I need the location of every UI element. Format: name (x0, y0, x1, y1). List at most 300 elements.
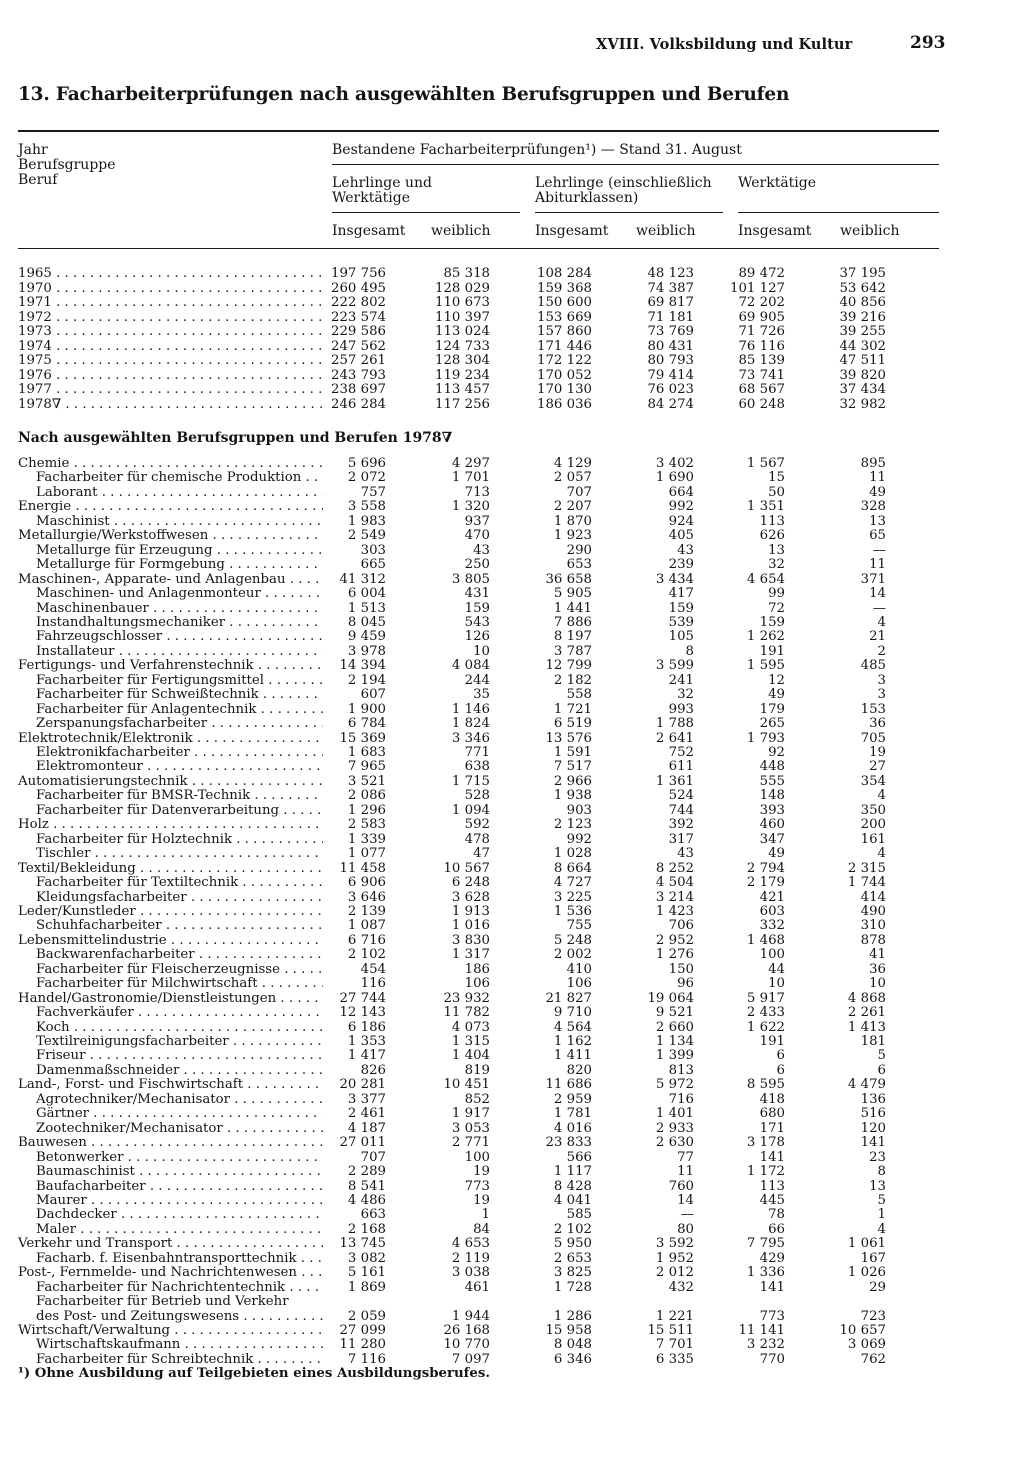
row-label: 1976 . . . (18, 368, 323, 383)
cell-value: 53 642 (839, 280, 886, 296)
cell-value: 116 (360, 976, 386, 992)
row-label: Post-, Fernmelde- und Nachrichtenwesen . . . (18, 1265, 323, 1280)
cell-value: 4 297 (451, 456, 490, 471)
row-label: Facharbeiter für Fertigungsmittel . . . (36, 673, 323, 688)
cell-value: 6 (776, 1048, 785, 1064)
cell-value: 1 869 (347, 1279, 386, 1295)
cell-value: 2 179 (746, 875, 785, 891)
cell-value: 2 966 (553, 773, 592, 789)
cell-value: 19 (473, 1164, 490, 1180)
cell-value: 27 099 (339, 1323, 386, 1338)
cell-value: 15 369 (339, 730, 386, 746)
cell-value: 69 905 (738, 309, 785, 325)
cell-value: 77 (677, 1149, 694, 1165)
cell-value: 2 771 (451, 1135, 490, 1151)
cell-value: 755 (566, 918, 592, 934)
cell-value: 250 (464, 557, 490, 573)
group-rule-3 (738, 212, 939, 213)
cell-value: 2 461 (347, 1106, 386, 1122)
cell-value: 74 387 (647, 280, 694, 296)
cell-value: 1 087 (347, 918, 386, 934)
cell-value: 813 (668, 1062, 694, 1078)
cell-value: 92 (768, 745, 785, 760)
cell-value: 826 (360, 1062, 386, 1078)
cell-value: 354 (860, 773, 886, 789)
cell-value: 392 (668, 817, 694, 833)
cell-value: 4 479 (847, 1077, 886, 1093)
cell-value: 1 399 (655, 1048, 694, 1064)
cell-value: 603 (759, 903, 785, 919)
cell-value: 36 658 (545, 571, 592, 587)
cell-value: 1 870 (553, 513, 592, 529)
cell-value: 1 793 (746, 730, 785, 746)
cell-value: 771 (464, 745, 490, 760)
row-label: Lebensmittelindustrie . . . (18, 933, 323, 948)
cell-value: 1 468 (746, 932, 785, 948)
cell-value: 1 361 (655, 773, 694, 789)
cell-value: 1 336 (746, 1265, 785, 1281)
cell-value: 992 (566, 831, 592, 847)
cell-value: 1 296 (347, 802, 386, 818)
group-header-line: Abiturklassen) (535, 190, 639, 206)
cell-value: 9 710 (553, 1005, 592, 1021)
row-label: Metallurgie/Werkstoffwesen . . . (18, 528, 323, 543)
cell-value: 1 320 (451, 499, 490, 515)
cell-value: 1 401 (655, 1106, 694, 1122)
cell-value: 4 016 (553, 1120, 592, 1136)
cell-value: 222 802 (331, 295, 386, 310)
main-header-rule (332, 164, 939, 165)
cell-value: 6 716 (347, 932, 386, 948)
cell-value: 3 214 (655, 889, 694, 905)
cell-value: 3 592 (655, 1236, 694, 1252)
cell-value: 852 (464, 1091, 490, 1107)
cell-value: 460 (759, 817, 785, 833)
row-label: Facharbeiter für Schweißtechnik . . . (36, 687, 323, 702)
cell-value: — (680, 1207, 694, 1223)
cell-value: 3 787 (553, 643, 592, 659)
cell-value: 3 346 (451, 730, 490, 746)
cell-value: 1 221 (655, 1308, 694, 1324)
cell-value: 760 (668, 1178, 694, 1194)
cell-value: 7 116 (347, 1351, 386, 1367)
cell-value: 1 728 (553, 1279, 592, 1295)
cell-value: 8 541 (347, 1178, 386, 1194)
cell-value: 4 187 (347, 1120, 386, 1136)
cell-value: 100 (759, 947, 785, 963)
cell-value: 47 511 (839, 353, 886, 368)
cell-value: 2 433 (746, 1005, 785, 1021)
cell-value: 7 517 (553, 759, 592, 775)
cell-value: 84 274 (647, 396, 694, 412)
cell-value: 1 411 (553, 1048, 592, 1064)
cell-value: 8 664 (553, 860, 592, 876)
cell-value: 6 186 (347, 1019, 386, 1035)
cell-value: 8 428 (553, 1178, 592, 1194)
cell-value: 119 234 (435, 367, 490, 383)
cell-value: 73 769 (647, 324, 694, 339)
cell-value: 65 (869, 528, 886, 544)
cell-value: 21 (869, 629, 886, 645)
row-label: Fahrzeugschlosser . . . (36, 629, 323, 644)
cell-value: 15 511 (647, 1323, 694, 1338)
cell-value: 770 (759, 1351, 785, 1367)
row-label: 1972 . . . (18, 310, 323, 325)
cell-value: 186 (464, 961, 490, 977)
cell-value: 106 (464, 976, 490, 992)
cell-value: 2 207 (553, 499, 592, 515)
cell-value: 2 261 (847, 1005, 886, 1021)
stub-header-line: Berufsgruppe (18, 157, 116, 173)
cell-value: 150 600 (537, 295, 592, 310)
cell-value: 11 (869, 557, 886, 573)
cell-value: 347 (759, 831, 785, 847)
cell-value: 371 (860, 571, 886, 587)
cell-value: 36 (869, 716, 886, 732)
row-label: Baumaschinist . . . (36, 1164, 323, 1179)
cell-value: 2 012 (655, 1265, 694, 1281)
cell-value: 6 (877, 1062, 886, 1078)
cell-value: 10 451 (443, 1077, 490, 1093)
cell-value: 543 (464, 614, 490, 630)
cell-value: 1 938 (553, 788, 592, 804)
cell-value: 638 (464, 759, 490, 775)
group-rule-2 (535, 212, 723, 213)
cell-value: 136 (860, 1091, 886, 1107)
row-label: Facharbeiter für Holztechnik . . . (36, 832, 323, 847)
row-label: des Post- und Zeitungswesens . . . (36, 1309, 323, 1324)
cell-value: 265 (759, 716, 785, 732)
cell-value: 1 913 (451, 903, 490, 919)
cell-value: 454 (360, 961, 386, 977)
row-label: Betonwerker . . . (36, 1150, 323, 1165)
cell-value: 181 (860, 1034, 886, 1049)
cell-value: 105 (668, 629, 694, 645)
cell-value: 2 952 (655, 932, 694, 948)
row-label: 1975 . . . (18, 353, 323, 368)
cell-value: 524 (668, 788, 694, 804)
cell-value: 39 820 (839, 367, 886, 383)
cell-value: 3 628 (451, 889, 490, 905)
cell-value: 2 182 (553, 672, 592, 688)
cell-value: 1 026 (847, 1265, 886, 1281)
cell-value: 2 933 (655, 1120, 694, 1136)
cell-value: 79 414 (647, 367, 694, 383)
cell-value: 68 567 (738, 382, 785, 397)
column-header: Insgesamt (535, 223, 609, 239)
cell-value: 1 286 (553, 1308, 592, 1324)
cell-value: 2 059 (347, 1308, 386, 1324)
cell-value: 1 016 (451, 918, 490, 934)
cell-value: 585 (566, 1207, 592, 1223)
cell-value: 153 669 (537, 309, 592, 325)
cell-value: 2 549 (347, 528, 386, 544)
row-label: Metallurge für Formgebung . . . (36, 557, 323, 572)
cell-value: 664 (668, 484, 694, 500)
cell-value: 10 567 (443, 860, 490, 876)
row-label: Maurer . . . (36, 1193, 323, 1208)
row-label: Zootechniker/Mechanisator . . . (36, 1121, 323, 1136)
cell-value: 4 868 (847, 990, 886, 1006)
cell-value: 3 830 (451, 932, 490, 948)
cell-value: 303 (360, 542, 386, 558)
cell-value: 26 168 (443, 1323, 490, 1338)
cell-value: 2 315 (847, 860, 886, 876)
group-header-line: Lehrlinge und (332, 175, 432, 191)
cell-value: 197 756 (331, 266, 386, 281)
cell-value: 32 (677, 687, 694, 703)
cell-value: 113 (759, 513, 785, 529)
cell-value: 3 225 (553, 889, 592, 905)
cell-value: 150 (668, 961, 694, 977)
footnote: ¹) Ohne Ausbildung auf Teilgebieten eines Ausbildungsberufes. (18, 1366, 490, 1381)
cell-value: 1 276 (655, 947, 694, 963)
cell-value: 3 053 (451, 1120, 490, 1136)
cell-value: 8 (685, 643, 694, 659)
group-header-line: Werktätige (332, 190, 411, 206)
cell-value: — (872, 600, 886, 616)
cell-value: 13 (869, 513, 886, 529)
row-label: Maschinen-, Apparate- und Anlagenbau . . . (18, 572, 323, 587)
column-header: Insgesamt (738, 223, 812, 239)
cell-value: 1 788 (655, 716, 694, 732)
cell-value: 110 397 (435, 309, 490, 325)
cell-value: 421 (759, 889, 785, 905)
cell-value: 4 654 (746, 571, 785, 587)
cell-value: 5 248 (553, 932, 592, 948)
row-label: Maler . . . (36, 1222, 323, 1237)
cell-value: 3 (877, 687, 886, 703)
cell-value: 431 (464, 586, 490, 602)
cell-value: 11 280 (339, 1337, 386, 1353)
cell-value: 2 (877, 643, 886, 659)
cell-value: 1 591 (553, 745, 592, 760)
row-label: Facharbeiter für Datenverarbeitung . . . (36, 803, 323, 818)
cell-value: 27 (869, 759, 886, 775)
cell-value: 528 (464, 788, 490, 804)
cell-value: 2 794 (746, 860, 785, 876)
cell-value: 1 (481, 1207, 490, 1223)
cell-value: 665 (360, 557, 386, 573)
cell-value: 6 248 (451, 875, 490, 891)
cell-value: 159 (668, 600, 694, 616)
cell-value: 1 028 (553, 846, 592, 862)
cell-value: 706 (668, 918, 694, 934)
cell-value: 80 431 (647, 338, 694, 354)
cell-value: 13 576 (545, 730, 592, 746)
cell-value: 903 (566, 802, 592, 818)
cell-value: 3 178 (746, 1135, 785, 1151)
row-label: Facharb. f. Eisenbahntransporttechnik . . . (36, 1251, 323, 1266)
cell-value: 332 (759, 918, 785, 934)
row-label: Facharbeiter für BMSR-Technik . . . (36, 788, 323, 803)
group-header-werktaetige (738, 176, 816, 191)
cell-value: 4 (877, 1221, 886, 1237)
cell-value: 2 072 (347, 470, 386, 486)
cell-value: 11 458 (339, 860, 386, 876)
cell-value: 32 (768, 557, 785, 573)
cell-value: 328 (860, 499, 886, 515)
cell-value: 128 304 (435, 353, 490, 368)
group-header-line: Lehrlinge (einschließlich (535, 175, 712, 191)
cell-value: 27 744 (339, 990, 386, 1006)
cell-value: 878 (860, 932, 886, 948)
stub-header-line: Jahr (18, 142, 48, 158)
row-label: Holz . . . (18, 817, 323, 832)
cell-value: 448 (759, 759, 785, 775)
cell-value: 7 795 (746, 1236, 785, 1252)
row-label: Textil/Bekleidung . . . (18, 861, 323, 876)
cell-value: 3 599 (655, 658, 694, 674)
row-label: Gärtner . . . (36, 1106, 323, 1121)
row-label: 1971 . . . (18, 295, 323, 310)
cell-value: 170 130 (537, 382, 592, 397)
row-label: Facharbeiter für Anlagentechnik . . . (36, 702, 323, 717)
cell-value: 71 181 (647, 309, 694, 325)
cell-value: 120 (860, 1120, 886, 1136)
cell-value: 10 657 (839, 1323, 886, 1338)
row-label: Facharbeiter für Fleischerzeugnisse . . . (36, 962, 323, 977)
cell-value: 41 312 (339, 571, 386, 587)
cell-value: 1 061 (847, 1236, 886, 1252)
cell-value: 1 172 (746, 1164, 785, 1180)
main-column-header: Bestandene Facharbeiterprüfungen¹) — Stand 31. August (332, 142, 742, 158)
cell-value: 1 944 (451, 1308, 490, 1324)
cell-value: 11 782 (443, 1005, 490, 1021)
cell-value: 566 (566, 1149, 592, 1165)
cell-value: 393 (759, 802, 785, 818)
group-rule-1 (332, 212, 520, 213)
cell-value: 1 339 (347, 831, 386, 847)
chapter-title: XVIII. Volksbildung und Kultur (596, 36, 853, 53)
cell-value: 5 905 (553, 586, 592, 602)
cell-value: 1 744 (847, 875, 886, 891)
cell-value: 4 564 (553, 1019, 592, 1035)
cell-value: 89 472 (738, 266, 785, 281)
cell-value: 44 302 (839, 338, 886, 354)
cell-value: 895 (860, 456, 886, 471)
cell-value: 4 084 (451, 658, 490, 674)
cell-value: 23 833 (545, 1135, 592, 1151)
cell-value: 5 (877, 1048, 886, 1064)
row-label: Fachverkäufer . . . (36, 1005, 323, 1020)
cell-value: 11 (677, 1164, 694, 1180)
cell-value: 1 567 (746, 456, 785, 471)
row-label: Elektromonteur . . . (36, 759, 323, 774)
row-label: Instandhaltungsmechaniker . . . (36, 615, 323, 630)
cell-value: 110 673 (435, 295, 490, 310)
cell-value: 819 (464, 1062, 490, 1078)
cell-value: 2 139 (347, 903, 386, 919)
cell-value: 555 (759, 773, 785, 789)
cell-value: 1 404 (451, 1048, 490, 1064)
cell-value: 716 (668, 1091, 694, 1107)
cell-value: 4 (877, 846, 886, 862)
cell-value: 37 195 (839, 266, 886, 281)
cell-value: 7 097 (451, 1351, 490, 1367)
row-label: Tischler . . . (36, 846, 323, 861)
cell-value: 113 024 (435, 324, 490, 339)
cell-value: 48 123 (647, 266, 694, 281)
cell-value: 60 248 (738, 396, 785, 412)
cell-value: 117 256 (435, 396, 490, 412)
cell-value: 14 (869, 586, 886, 602)
cell-value: 229 586 (331, 324, 386, 339)
cell-value: 153 (860, 701, 886, 717)
cell-value: 159 (759, 614, 785, 630)
cell-value: 470 (464, 528, 490, 544)
row-label: Textilreinigungsfacharbeiter . . . (36, 1034, 323, 1049)
cell-value: 36 (869, 961, 886, 977)
row-label: Elektrotechnik/Elektronik . . . (18, 731, 323, 746)
cell-value: 49 (768, 687, 785, 703)
row-label: Bauwesen . . . (18, 1135, 323, 1150)
cell-value: 148 (759, 788, 785, 804)
cell-value: 6 906 (347, 875, 386, 891)
cell-value: — (872, 542, 886, 558)
cell-value: 2 641 (655, 730, 694, 746)
cell-value: 2 194 (347, 672, 386, 688)
cell-value: 1 117 (553, 1164, 592, 1180)
cell-value: 14 (677, 1192, 694, 1208)
cell-value: 10 (768, 976, 785, 992)
cell-value: 126 (464, 629, 490, 645)
stub-header (18, 143, 168, 188)
cell-value: 773 (464, 1178, 490, 1194)
row-label: Maschinist . . . (36, 514, 323, 529)
cell-value: 592 (464, 817, 490, 833)
cell-value: 13 745 (339, 1236, 386, 1252)
row-label: 1973 . . . (18, 324, 323, 339)
cell-value: 723 (860, 1308, 886, 1324)
cell-value: 128 029 (435, 280, 490, 296)
column-header: weiblich (840, 223, 900, 239)
row-label: Chemie . . . (18, 456, 323, 471)
cell-value: 5 950 (553, 1236, 592, 1252)
cell-value: 558 (566, 687, 592, 703)
cell-value: 72 202 (738, 295, 785, 310)
cell-value: 72 (768, 600, 785, 616)
cell-value: 1 441 (553, 600, 592, 616)
cell-value: 50 (768, 484, 785, 500)
cell-value: 516 (860, 1106, 886, 1122)
cell-value: 350 (860, 802, 886, 818)
cell-value: 752 (668, 745, 694, 760)
cell-value: 4 (877, 788, 886, 804)
cell-value: 99 (768, 586, 785, 602)
cell-value: 1 824 (451, 716, 490, 732)
cell-value: 47 (473, 846, 490, 862)
cell-value: 113 457 (435, 382, 490, 397)
cell-value: 705 (860, 730, 886, 746)
cell-value: 243 793 (331, 367, 386, 383)
cell-value: 157 860 (537, 324, 592, 339)
cell-value: 246 284 (331, 396, 386, 412)
cell-value: 8 252 (655, 860, 694, 876)
cell-value: 141 (860, 1135, 886, 1151)
cell-value: 653 (566, 557, 592, 573)
cell-value: 257 261 (331, 353, 386, 368)
cell-value: 124 733 (435, 338, 490, 354)
cell-value: 5 (877, 1192, 886, 1208)
cell-value: 1 917 (451, 1106, 490, 1122)
row-label: Installateur . . . (36, 644, 323, 659)
page-number: 293 (910, 33, 946, 53)
cell-value: 11 686 (545, 1077, 592, 1093)
cell-value: 4 073 (451, 1019, 490, 1035)
cell-value: 10 (869, 976, 886, 992)
group-header-lehrlinge (535, 176, 712, 206)
